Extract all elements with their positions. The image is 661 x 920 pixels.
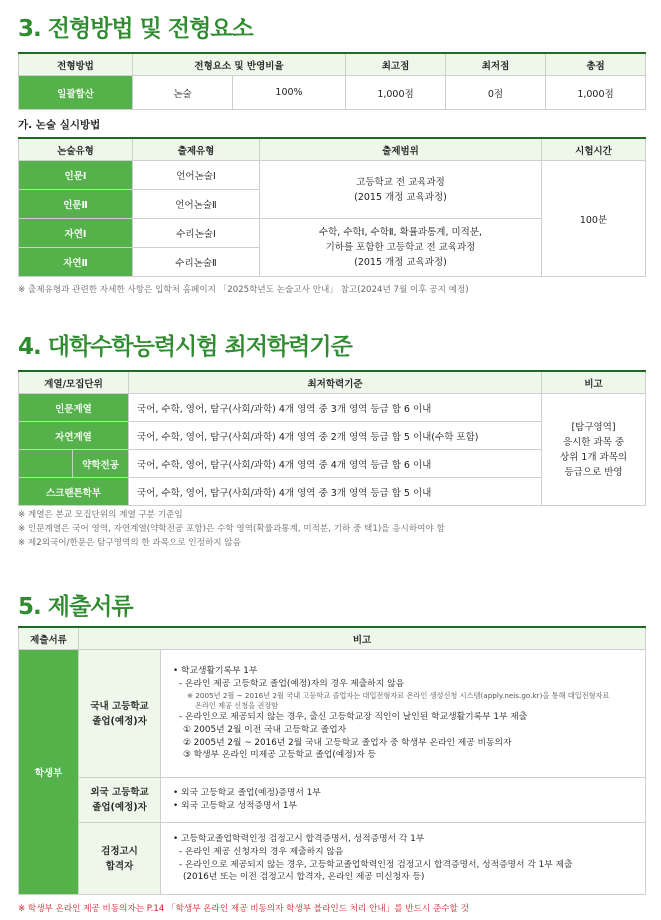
doc-item: (2016년 또는 이전 검정고시 합격자, 온라인 제공 미신청자 등) [183, 872, 425, 883]
criterion-cell: 국어, 수학, 영어, 탐구(사회/과학) 4개 영역 중 4개 영역 등급 합 6 이내 [129, 450, 542, 478]
doc-label-foreign [79, 778, 161, 823]
documents-footnote: ※ 학생부 온라인 제공 비동의자는 P.14 「학생부 온라인 제공 비동의자 학생부 블라인드 처리 안내」를 반드시 준수할 것 [18, 904, 469, 914]
essay-type-cell: 자연Ⅰ [19, 219, 133, 248]
doc-item: • 고등학교졸업학력인정 검정고시 합격증명서, 성적증명서 각 1부 [173, 834, 425, 845]
doc-item: 온라인 제공 신청을 권장함 [195, 700, 279, 710]
csat-minimum-table [18, 370, 646, 506]
doc-label-line: 국내 고등학교 [90, 700, 149, 712]
essay-subtitle: 가. 논술 실시방법 [18, 119, 101, 131]
essay-format-cell: 수리논술Ⅰ [133, 219, 260, 248]
header-doc-remark: 비고 [79, 627, 646, 650]
doc-label-line: 졸업(예정)자 [92, 715, 147, 727]
unit-pharmacy: 약학전공 [73, 450, 129, 478]
doc-item: ③ 학생부 온라인 미제공 고등학교 졸업(예정)자 등 [183, 750, 376, 761]
essay-type-cell: 자연Ⅱ [19, 248, 133, 277]
header-element: 전형요소 및 반영비율 [133, 53, 346, 76]
doc-item: ② 2005년 2월 ~ 2016년 2월 국내 고등학교 졸업자 중 학생부 온라인 제공 비동의자 [183, 737, 512, 748]
doc-label-line: 검정고시 [101, 845, 138, 857]
section4-title: 4. 대학수학능력시험 최저학력기준 [18, 334, 352, 360]
doc-label-line: 합격자 [105, 860, 134, 872]
remark-cell [542, 394, 646, 506]
doc-items-foreign [161, 778, 646, 823]
range-line: (2015 개정 교육과정) [354, 191, 447, 203]
header-essay-time: 시험시간 [542, 138, 646, 161]
range-line: (2015 개정 교육과정) [354, 257, 447, 268]
header-unit: 계열/모집단위 [19, 371, 129, 394]
doc-item: ① 2005년 2월 이전 국내 고등학교 졸업자 [183, 724, 347, 735]
doc-item: - 온라인 제공 고등학교 졸업(예정)자의 경우 제출하지 않음 [179, 678, 405, 689]
remark-line: 응시한 과목 중 [562, 436, 625, 448]
header-documents: 제출서류 [19, 627, 79, 650]
unit-science-spacer [19, 450, 73, 478]
header-min: 최저점 [446, 53, 546, 76]
doc-item: • 학교생활기록부 1부 [173, 666, 258, 677]
essay-table [18, 137, 646, 277]
section5-title: 5. 제출서류 [18, 594, 133, 620]
doc-label-line: 외국 고등학교 [90, 787, 149, 798]
essay-range-humanities [260, 161, 542, 219]
ratio-cell: 100% [233, 76, 346, 110]
header-criterion: 최저학력기준 [129, 371, 542, 394]
doc-item: ※ 2005년 2월 ~ 2016년 2월 국내 고등학교 졸업자는 대입전형자료 온라인 생성신청 시스템(apply.neis.go.kr)을 통해 대입전형자료 [187, 690, 610, 700]
section3-title: 3. 전형방법 및 전형요소 [18, 16, 253, 42]
header-essay-range: 출제범위 [260, 138, 542, 161]
criterion-cell: 국어, 수학, 영어, 탐구(사회/과학) 4개 영역 중 3개 영역 등급 합 6 이내 [129, 394, 542, 422]
doc-item: • 외국 고등학교 졸업(예정)증명서 1부 [173, 788, 321, 799]
remark-line: 등급으로 반영 [564, 466, 623, 478]
range-line: 고등학교 전 교육과정 [356, 176, 445, 188]
remark-line: [탐구영역] [571, 421, 616, 433]
essay-format-cell: 수리논술Ⅱ [133, 248, 260, 277]
unit-humanities: 인문계열 [19, 394, 129, 422]
min-cell: 0점 [446, 76, 546, 110]
csat-note: ※ 계열은 본교 모집단위의 계열 구분 기준임 [18, 510, 183, 520]
doc-items-ged [161, 823, 646, 895]
doc-label-ged [79, 823, 161, 895]
doc-item: - 온라인 제공 신청자의 경우 제출하지 않음 [179, 846, 344, 857]
doc-label-domestic [79, 650, 161, 778]
essay-type-cell: 인문Ⅰ [19, 161, 133, 190]
header-remark: 비고 [542, 371, 646, 394]
csat-note: ※ 제2외국어/한문은 탐구영역의 한 과목으로 인정하지 않음 [18, 538, 241, 548]
unit-science: 자연계열 [19, 422, 129, 450]
doc-item: - 온라인으로 제공되지 않는 경우, 출신 고등학교장 직인이 날인된 학교생활기록부 1부 제출 [179, 712, 528, 723]
total-cell: 1,000점 [546, 76, 646, 110]
doc-item: - 온라인으로 제공되지 않는 경우, 고등학교졸업학력인정 검정고시 합격증명서, 성적증명서 각 1부 제출 [179, 859, 573, 870]
header-total: 총점 [546, 53, 646, 76]
essay-time-cell: 100분 [542, 161, 646, 277]
group-student-record: 학생부 [19, 650, 79, 895]
criterion-cell: 국어, 수학, 영어, 탐구(사회/과학) 4개 영역 중 2개 영역 등급 합 5 이내(수학 포함) [129, 422, 542, 450]
unit-scranton: 스크랜튼학부 [19, 478, 129, 506]
remark-line: 상위 1개 과목의 [559, 451, 628, 463]
essay-note: ※ 출제유형과 관련한 자세한 사항은 입학처 홈페이지 「2025학년도 논술고사 안내」 참고(2024년 7월 이후 공지 예정) [18, 285, 469, 295]
documents-table [18, 626, 646, 895]
essay-format-cell: 언어논술Ⅰ [133, 161, 260, 190]
doc-item: • 외국 고등학교 성적증명서 1부 [173, 801, 297, 811]
csat-note: ※ 인문계열은 국어 영역, 자연계열(약학전공 포함)은 수학 영역(확률과통계, 미적분, 기하 중 택1)을 응시하여야 함 [18, 524, 445, 534]
range-line: 기하를 포함한 고등학교 전 교육과정 [325, 242, 476, 253]
max-cell: 1,000점 [346, 76, 446, 110]
range-line: 수학, 수학Ⅰ, 수학Ⅱ, 확률과통계, 미적분, [318, 227, 483, 238]
header-essay-type: 논술유형 [19, 138, 133, 161]
doc-items-domestic [161, 650, 646, 778]
element-cell: 논술 [133, 76, 233, 110]
header-method: 전형방법 [19, 53, 133, 76]
essay-range-science [260, 219, 542, 277]
essay-type-cell: 인문Ⅱ [19, 190, 133, 219]
criterion-cell: 국어, 수학, 영어, 탐구(사회/과학) 4개 영역 중 3개 영역 등급 합 5 이내 [129, 478, 542, 506]
header-max: 최고점 [346, 53, 446, 76]
doc-label-line: 졸업(예정)자 [92, 802, 147, 813]
essay-format-cell: 언어논술Ⅱ [133, 190, 260, 219]
selection-method-table [18, 52, 646, 110]
method-cell: 일괄합산 [19, 76, 133, 110]
header-essay-format: 출제유형 [133, 138, 260, 161]
